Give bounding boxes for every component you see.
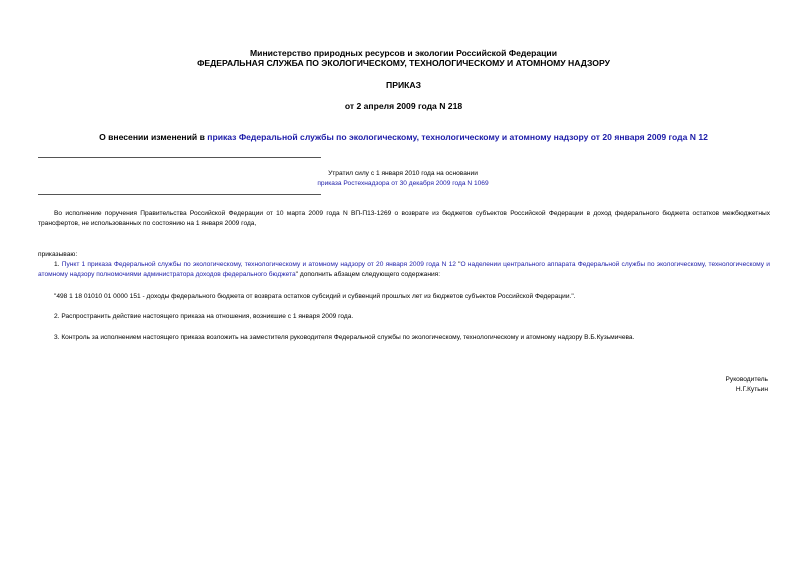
order-word: приказываю: xyxy=(38,251,78,258)
item-1-order-link[interactable]: Пункт 1 приказа Федеральной службы по экологическому, технологическому и атомному надзору от 20 января 2009 года N 12 xyxy=(61,261,456,268)
bottom-divider xyxy=(38,194,321,195)
item-1-paragraph xyxy=(38,260,770,280)
item-1-suffix: " дополнить абзацем следующего содержания: xyxy=(295,271,441,278)
item-1-quote-open: " xyxy=(455,261,461,268)
top-divider xyxy=(38,157,321,158)
service-name: ФЕДЕРАЛЬНАЯ СЛУЖБА ПО ЭКОЛОГИЧЕСКОМУ, ТЕХНОЛОГИЧЕСКОМУ И АТОМНОМУ НАДЗОРУ xyxy=(197,58,610,68)
item-3-paragraph: 3. Контроль за исполнением настоящего приказа возложить на заместителя руководителя Федеральной службы по экологическому, технологическому и атомному надзору В.Б.Кузьмичева. xyxy=(54,334,635,341)
item-2-paragraph: 2. Распространить действие настоящего приказа на отношения, возникшие с 1 января 2009 года. xyxy=(54,313,354,320)
status-note-line: Утратил силу с 1 января 2010 года на основании xyxy=(328,170,478,177)
signature-position: Руководитель xyxy=(725,376,768,383)
intro-paragraph: Во исполнение поручения Правительства Российской Федерации от 10 марта 2009 года N ВП-П13-1269 о возврате из бюджетов субъектов Российской Федерации в доход федерального бюджета остатков межбюджетных трансфертов, не использованных по состоянию на 1 января 2009 года, xyxy=(38,210,770,227)
status-note-link[interactable]: приказа Ростехнадзора от 30 декабря 2009 года N 1069 xyxy=(317,180,489,187)
document-title xyxy=(0,132,807,142)
title-prefix: О внесении изменений в xyxy=(99,132,208,142)
document-date-number: от 2 апреля 2009 года N 218 xyxy=(344,101,463,111)
ministry-name: Министерство природных ресурсов и экологии Российской Федерации xyxy=(250,48,557,58)
item-1-title-link[interactable]: О наделении центрального аппарата Федеральной службы по экологическому, технологическому и атомному надзору полномочиями администратора доходов федерального бюджета xyxy=(38,261,770,278)
title-amended-order-link[interactable]: приказ Федеральной службы по экологическому, технологическому и атомному надзору от 20 января 2009 года N 12 xyxy=(207,132,708,142)
document-type: ПРИКАЗ xyxy=(386,80,421,90)
quoted-text: "498 1 18 01010 01 0000 151 - доходы федерального бюджета от возврата остатков субсидий и субвенций прошлых лет из бюджетов субъектов Российской Федерации.". xyxy=(54,293,576,300)
item-1-number: 1. xyxy=(54,261,62,268)
signature-name: Н.Г.Кутьин xyxy=(735,386,768,393)
